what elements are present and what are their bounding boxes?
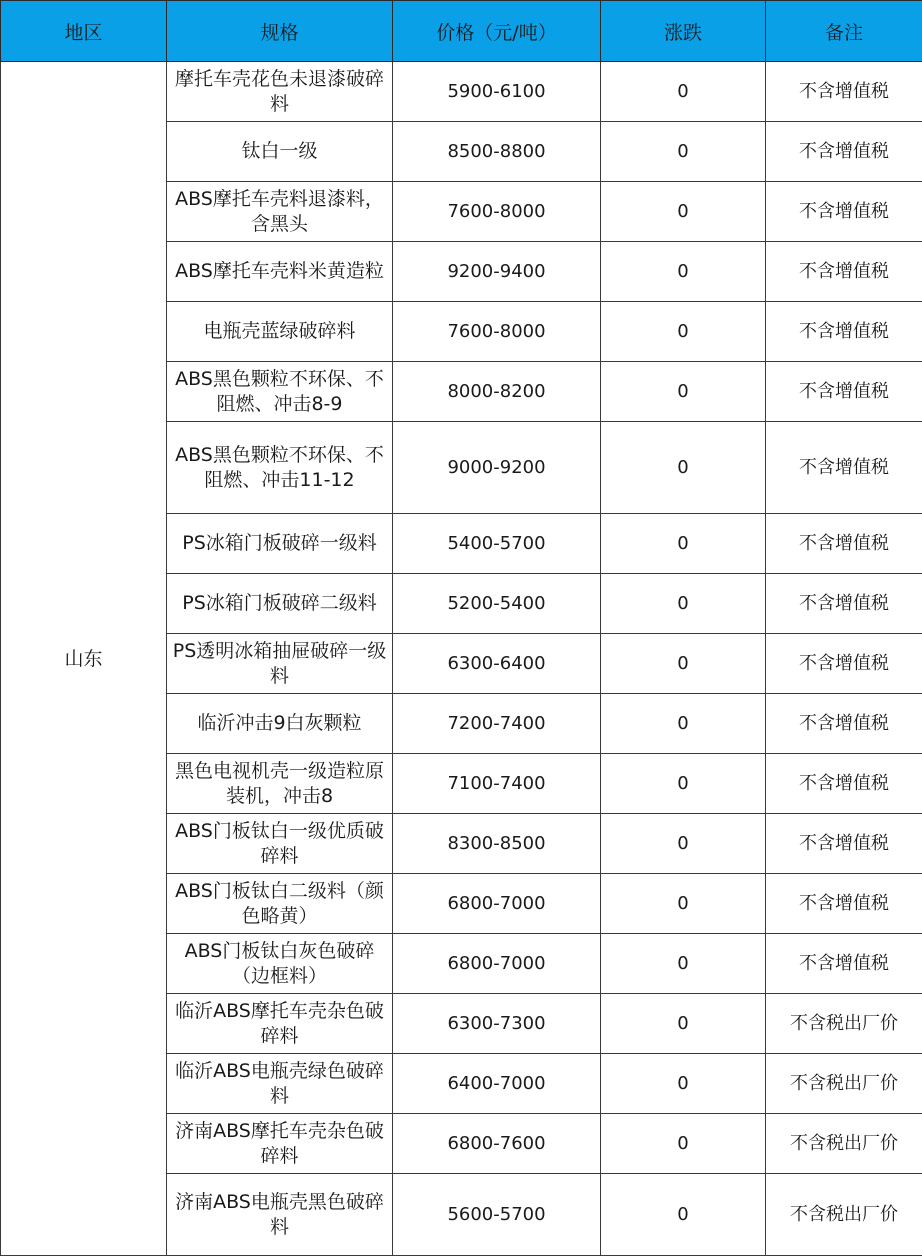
header-price: 价格（元/吨）: [393, 1, 601, 62]
price-cell: 6300-7300: [393, 994, 601, 1054]
note-cell: 不含增值税: [766, 422, 922, 514]
note-cell: 不含增值税: [766, 814, 922, 874]
price-cell: 5600-5700: [393, 1174, 601, 1256]
price-cell: 7600-8000: [393, 182, 601, 242]
note-cell: 不含增值税: [766, 182, 922, 242]
change-cell: 0: [601, 514, 766, 574]
change-cell: 0: [601, 814, 766, 874]
change-cell: 0: [601, 634, 766, 694]
price-cell: 8000-8200: [393, 362, 601, 422]
note-cell: 不含税出厂价: [766, 1054, 922, 1114]
price-cell: 6800-7000: [393, 934, 601, 994]
region-cell: 山东: [1, 62, 167, 1256]
change-cell: 0: [601, 1114, 766, 1174]
note-cell: 不含增值税: [766, 574, 922, 634]
spec-cell: ABS门板钛白灰色破碎（边框料）: [167, 934, 393, 994]
header-spec: 规格: [167, 1, 393, 62]
header-region: 地区: [1, 1, 167, 62]
spec-cell: ABS黑色颗粒不环保、不阻燃、冲击11-12: [167, 422, 393, 514]
spec-cell: 济南ABS电瓶壳黑色破碎料: [167, 1174, 393, 1256]
note-cell: 不含增值税: [766, 242, 922, 302]
change-cell: 0: [601, 302, 766, 362]
spec-cell: 电瓶壳蓝绿破碎料: [167, 302, 393, 362]
price-cell: 6800-7600: [393, 1114, 601, 1174]
spec-cell: ABS摩托车壳料米黄造粒: [167, 242, 393, 302]
spec-cell: PS冰箱门板破碎一级料: [167, 514, 393, 574]
change-cell: 0: [601, 934, 766, 994]
spec-cell: 摩托车壳花色未退漆破碎料: [167, 62, 393, 122]
change-cell: 0: [601, 694, 766, 754]
spec-cell: PS透明冰箱抽屉破碎一级料: [167, 634, 393, 694]
note-cell: 不含增值税: [766, 122, 922, 182]
spec-cell: 济南ABS摩托车壳杂色破碎料: [167, 1114, 393, 1174]
note-cell: 不含税出厂价: [766, 1174, 922, 1256]
price-cell: 6400-7000: [393, 1054, 601, 1114]
price-cell: 7600-8000: [393, 302, 601, 362]
change-cell: 0: [601, 122, 766, 182]
note-cell: 不含增值税: [766, 694, 922, 754]
change-cell: 0: [601, 1054, 766, 1114]
spec-cell: 临沂ABS电瓶壳绿色破碎料: [167, 1054, 393, 1114]
price-cell: 6800-7000: [393, 874, 601, 934]
table-body: [1, 62, 922, 1256]
price-cell: 9000-9200: [393, 422, 601, 514]
change-cell: 0: [601, 242, 766, 302]
spec-cell: ABS黑色颗粒不环保、不阻燃、冲击8-9: [167, 362, 393, 422]
spec-cell: 临沂ABS摩托车壳杂色破碎料: [167, 994, 393, 1054]
change-cell: 0: [601, 362, 766, 422]
price-cell: 5400-5700: [393, 514, 601, 574]
spec-cell: ABS门板钛白一级优质破碎料: [167, 814, 393, 874]
change-cell: 0: [601, 422, 766, 514]
spec-cell: 临沂冲击9白灰颗粒: [167, 694, 393, 754]
price-cell: 7100-7400: [393, 754, 601, 814]
change-cell: 0: [601, 574, 766, 634]
change-cell: 0: [601, 874, 766, 934]
price-cell: 5900-6100: [393, 62, 601, 122]
note-cell: 不含增值税: [766, 302, 922, 362]
price-cell: 7200-7400: [393, 694, 601, 754]
note-cell: 不含增值税: [766, 874, 922, 934]
note-cell: 不含增值税: [766, 634, 922, 694]
spec-cell: ABS摩托车壳料退漆料，含黑头: [167, 182, 393, 242]
change-cell: 0: [601, 1174, 766, 1256]
change-cell: 0: [601, 182, 766, 242]
note-cell: 不含增值税: [766, 362, 922, 422]
note-cell: 不含增值税: [766, 754, 922, 814]
price-cell: 5200-5400: [393, 574, 601, 634]
header-note: 备注: [766, 1, 922, 62]
change-cell: 0: [601, 994, 766, 1054]
note-cell: 不含增值税: [766, 514, 922, 574]
price-cell: 8300-8500: [393, 814, 601, 874]
price-cell: 8500-8800: [393, 122, 601, 182]
header-change: 涨跌: [601, 1, 766, 62]
spec-cell: 钛白一级: [167, 122, 393, 182]
spec-cell: PS冰箱门板破碎二级料: [167, 574, 393, 634]
change-cell: 0: [601, 754, 766, 814]
change-cell: 0: [601, 62, 766, 122]
price-cell: 6300-6400: [393, 634, 601, 694]
header-row: [1, 1, 922, 62]
note-cell: 不含增值税: [766, 62, 922, 122]
note-cell: 不含增值税: [766, 934, 922, 994]
note-cell: 不含税出厂价: [766, 1114, 922, 1174]
table-row: [1, 62, 922, 122]
price-cell: 9200-9400: [393, 242, 601, 302]
spec-cell: 黑色电视机壳一级造粒原装机，冲击8: [167, 754, 393, 814]
note-cell: 不含税出厂价: [766, 994, 922, 1054]
spec-cell: ABS门板钛白二级料（颜色略黄）: [167, 874, 393, 934]
